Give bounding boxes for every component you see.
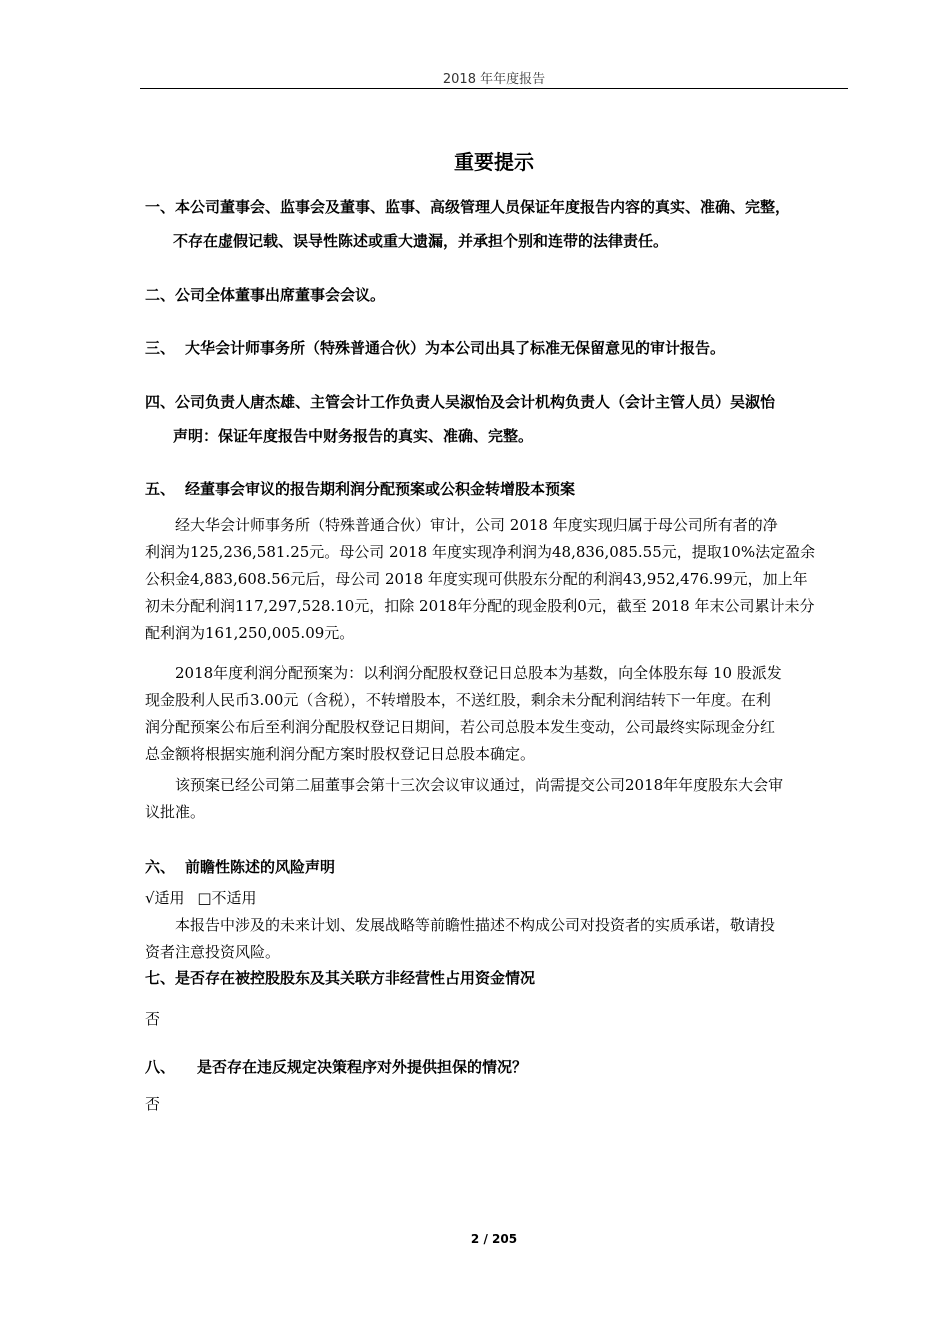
option-applicable: √适用 <box>145 889 185 907</box>
section-6-number: 六、 <box>145 858 176 876</box>
section-6-paragraph <box>145 912 850 966</box>
paragraph-line: 经大华会计师事务所（特殊普通合伙）审计，公司 2018 年度实现归属于母公司所有者的净 <box>175 516 778 534</box>
section-3-text: 大华会计师事务所（特殊普通合伙）为本公司出具了标准无保留意见的审计报告。 <box>185 339 726 357</box>
section-6-title: 前瞻性陈述的风险声明 <box>185 858 336 876</box>
paragraph-line: 现金股利人民币3.00元（含税），不转增股本，不送红股，剩余未分配利润结转下一年度。在利 <box>145 691 771 709</box>
section-5-paragraph-1 <box>145 512 850 647</box>
section-2-number: 二、 <box>145 286 176 304</box>
section-3-number: 三、 <box>145 339 176 357</box>
paragraph-line: 总金额将根据实施利润分配方案时股权登记日总股本确定。 <box>145 745 536 763</box>
running-header: 2018 年年度报告 <box>442 72 546 87</box>
paragraph-line: 资者注意投资风险。 <box>145 943 281 961</box>
section-7 <box>145 961 855 995</box>
section-5-heading <box>145 472 855 506</box>
paragraph-line: 润分配预案公布后至利润分配股权登记日期间，若公司总股本发生变动，公司最终实际现金分红 <box>145 718 776 736</box>
section-5-number: 五、 <box>145 480 176 498</box>
section-8 <box>145 1050 855 1084</box>
paragraph-line: 本报告中涉及的未来计划、发展战略等前瞻性描述不构成公司对投资者的实质承诺，敬请投 <box>175 916 776 934</box>
paragraph-line: 该预案已经公司第二届董事会第十三次会议审议通过，尚需提交公司2018年年度股东大会审 <box>175 776 784 794</box>
section-8-text: 是否存在违反规定决策程序对外提供担保的情况？ <box>197 1058 528 1076</box>
section-7-answer: 否 <box>145 1010 161 1028</box>
section-8-number: 八、 <box>145 1058 176 1076</box>
section-1 <box>145 190 855 258</box>
section-4 <box>145 385 855 453</box>
section-4-line1: 公司负责人唐杰雄、主管会计工作负责人吴淑怡及会计机构负责人（会计主管人员）吴淑怡 <box>175 393 776 411</box>
section-7-text: 是否存在被控股股东及其关联方非经营性占用资金情况 <box>175 969 536 987</box>
paragraph-line: 议批准。 <box>145 803 206 821</box>
section-3 <box>145 331 855 365</box>
paragraph-line: 初未分配利润117,297,528.10元，扣除 2018年分配的现金股利0元，截至 2018 年末公司累计未分 <box>145 597 815 615</box>
section-5-title: 经董事会审议的报告期利润分配预案或公积金转增股本预案 <box>185 480 576 498</box>
section-8-answer: 否 <box>145 1095 161 1113</box>
page-number: 2 / 205 <box>470 1232 518 1246</box>
section-4-number: 四、 <box>145 393 176 411</box>
paragraph-line: 2018年度利润分配预案为：以利润分配股权登记日总股本为基数，向全体股东每 10 股派发 <box>175 664 782 682</box>
paragraph-line: 公积金4,883,608.56元后，母公司 2018 年度实现可供股东分配的利润43,952,476.99元，加上年 <box>145 570 808 588</box>
section-5-paragraph-3 <box>145 772 850 826</box>
applicability-options <box>145 887 265 908</box>
option-not-applicable: □不适用 <box>197 889 257 907</box>
section-5-paragraph-2 <box>145 660 850 768</box>
paragraph-line: 利润为125,236,581.25元。母公司 2018 年度实现净利润为48,836,085.55元，提取10%法定盈余 <box>145 543 816 561</box>
section-4-line2: 声明：保证年度报告中财务报告的真实、准确、完整。 <box>173 427 534 445</box>
section-6-heading <box>145 850 855 884</box>
section-1-line2: 不存在虚假记载、误导性陈述或重大遗漏，并承担个别和连带的法律责任。 <box>173 232 669 250</box>
section-2 <box>145 278 855 312</box>
section-1-number: 一、 <box>145 198 176 216</box>
header-rule <box>140 88 848 89</box>
section-2-text: 公司全体董事出席董事会会议。 <box>175 286 386 304</box>
page-title: 重要提示 <box>454 150 534 174</box>
section-7-number: 七、 <box>145 969 176 987</box>
paragraph-line: 配利润为161,250,005.09元。 <box>145 624 355 642</box>
section-1-line1: 本公司董事会、监事会及董事、监事、高级管理人员保证年度报告内容的真实、准确、完整， <box>175 198 791 216</box>
